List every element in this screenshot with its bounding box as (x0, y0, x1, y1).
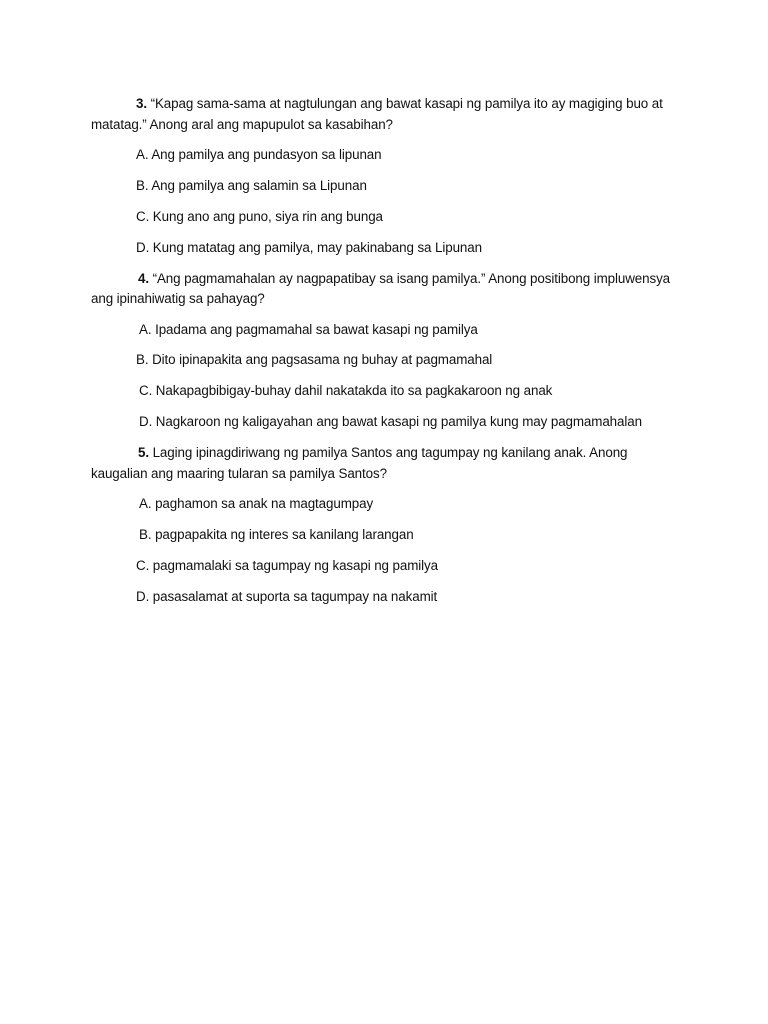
question-number: 4. (138, 270, 149, 286)
choice-3a: A. Ang pamilya ang pundasyon sa lipunan (136, 147, 382, 162)
choice-3b: B. Ang pamilya ang salamin sa Lipunan (136, 177, 367, 193)
choice-4c: C. Nakapagbibigay-buhay dahil nakatakda ito sa pagkakaroon ng anak (139, 383, 553, 399)
question-3 (91, 94, 681, 135)
choice-3c: C. Kung ano ang puno, siya rin ang bunga (136, 208, 383, 224)
question-number: 3. (136, 96, 147, 111)
question-text: “Ang pagmamahalan ay nagpapatibay sa isang pamilya.” Anong positibong impluwensya ang ipinahiwatig sa pahayag? (91, 270, 671, 307)
question-5 (91, 443, 681, 484)
question-text: Laging ipinagdiriwang ng pamilya Santos ang tagumpay ng kanilang anak. Anong kaugalian ang maaring tularan sa pamilya Santos? (91, 445, 628, 481)
question-text: “Kapag sama-sama at nagtulungan ang bawat kasapi ng pamilya ito ay magiging buo at matatag.” Anong aral ang mapupulot sa kasabihan? (91, 96, 663, 132)
choice-3d: D. Kung matatag ang pamilya, may pakinabang sa Lipunan (136, 239, 482, 255)
question-number: 5. (138, 445, 149, 461)
choice-5d: D. pasasalamat at suporta sa tagumpay na nakamit (136, 588, 438, 604)
choice-4d: D. Nagkaroon ng kaligayahan ang bawat kasapi ng pamilya kung may pagmamahalan (139, 414, 642, 430)
quiz-content (91, 94, 681, 618)
question-4 (91, 269, 681, 310)
choice-5c: C. pagmamalaki sa tagumpay ng kasapi ng pamilya (136, 557, 438, 573)
choice-5a: A. paghamon sa anak na magtagumpay (139, 496, 374, 512)
choice-4a: A. Ipadama ang pagmamahal sa bawat kasapi ng pamilya (139, 321, 478, 337)
choice-4b: B. Dito ipinapakita ang pagsasama ng buhay at pagmamahal (136, 352, 493, 368)
choice-5b: B. pagpapakita ng interes sa kanilang larangan (139, 527, 414, 543)
